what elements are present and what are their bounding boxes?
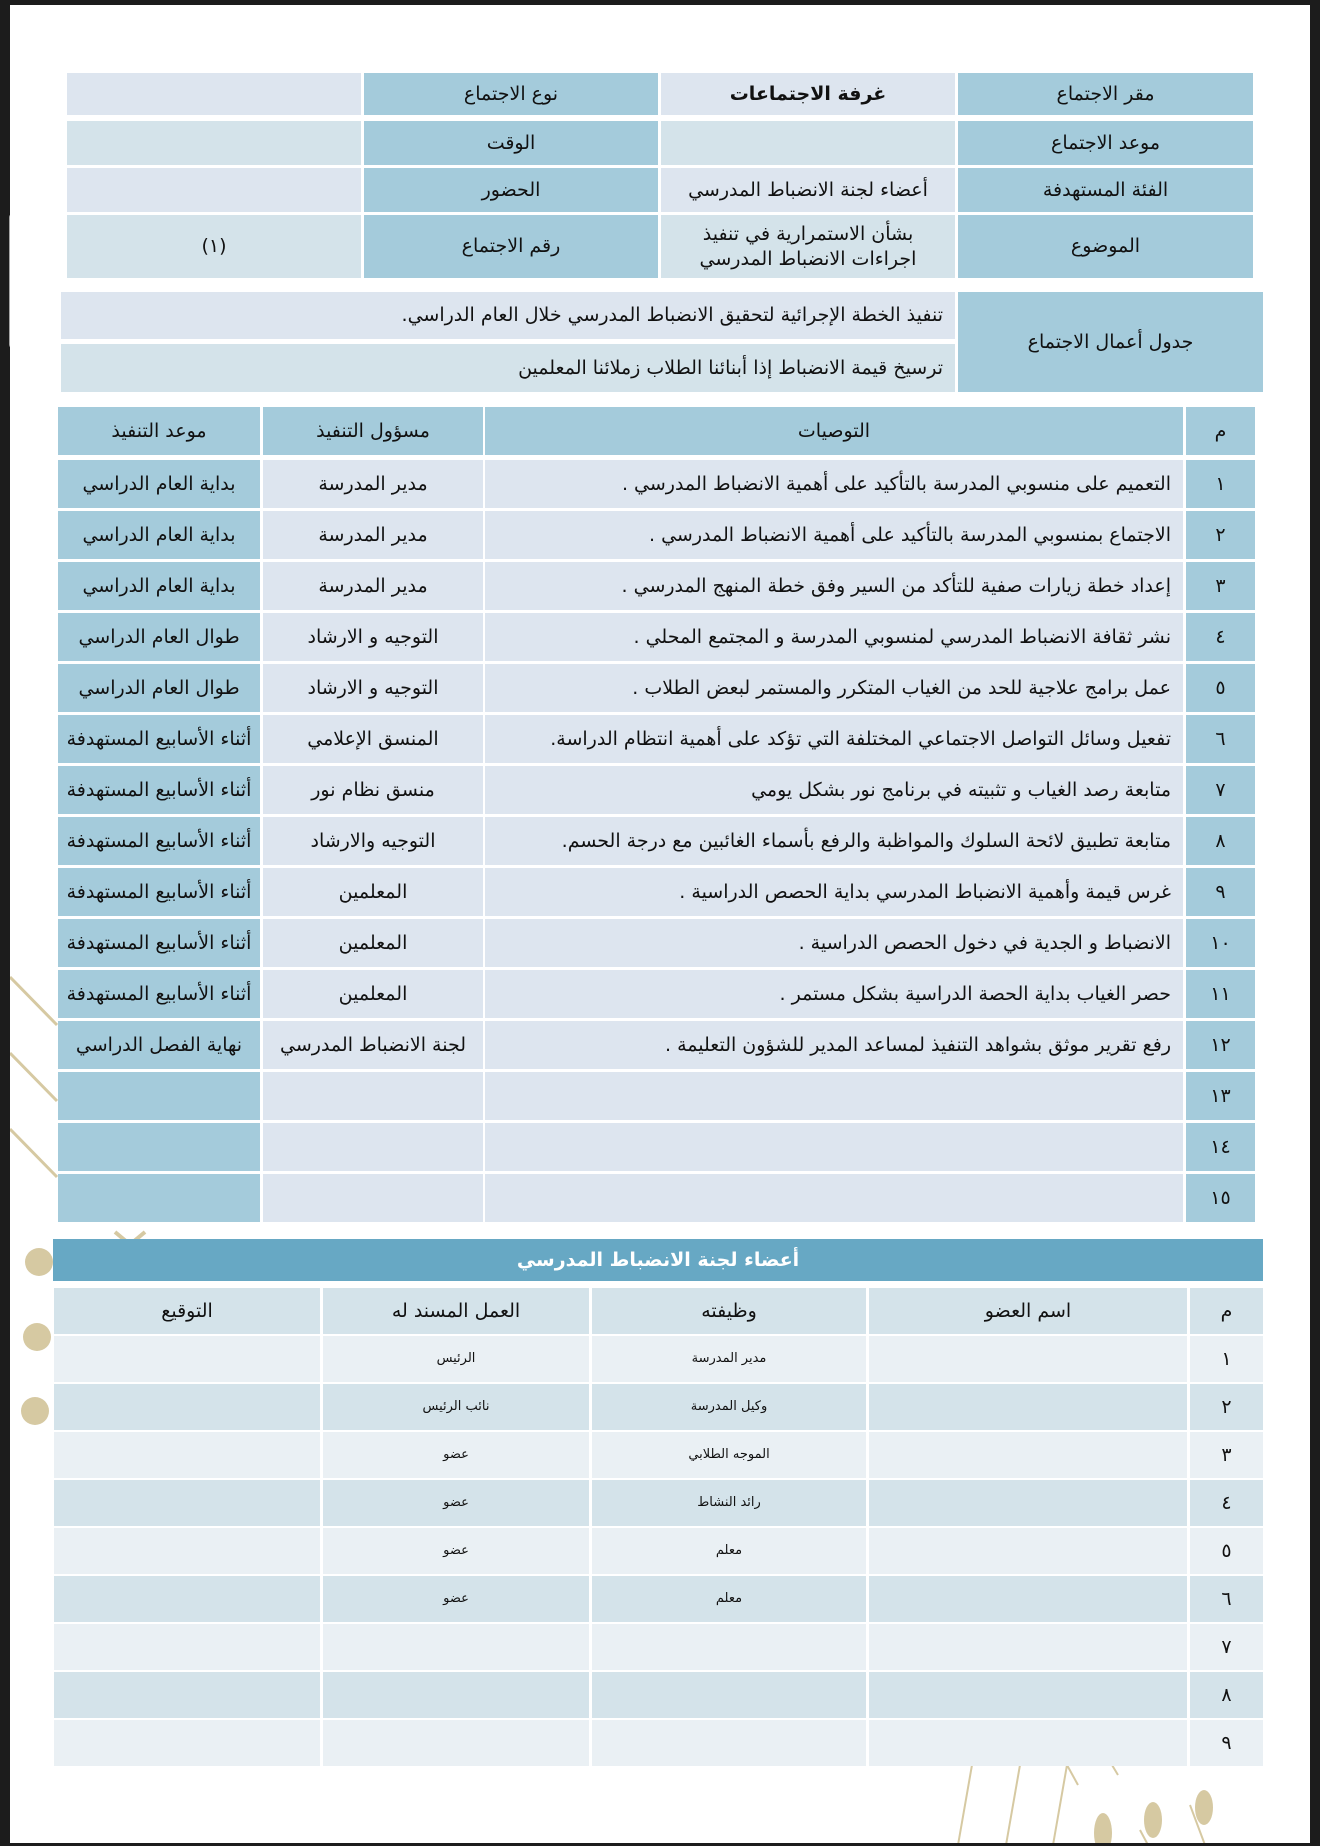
row-num: ٩ (1186, 868, 1255, 916)
row-timing: بداية العام الدراسي (58, 562, 260, 610)
row-recommendation: متابعة رصد الغياب و تثبيته في برنامج نور بشكل يومي (485, 766, 1183, 814)
row-timing: أثناء الأسابيع المستهدفة (58, 919, 260, 967)
row-timing: أثناء الأسابيع المستهدفة (58, 868, 260, 916)
member-name (869, 1624, 1187, 1670)
member-name (869, 1432, 1187, 1478)
row-timing (58, 1072, 260, 1120)
member-num: ٢ (1190, 1384, 1263, 1430)
row-recommendation: نشر ثقافة الانضباط المدرسي لمنسوبي المدرسة و المجتمع المحلي . (485, 613, 1183, 661)
row-owner (263, 1174, 483, 1222)
member-job: الموجه الطلابي (592, 1432, 866, 1478)
row-num: ٤ (1186, 613, 1255, 661)
member-num: ٣ (1190, 1432, 1263, 1478)
row-owner: مدير المدرسة (263, 460, 483, 508)
info-label: الفئة المستهدفة (958, 168, 1253, 212)
row-recommendation: الانضباط و الجدية في دخول الحصص الدراسية . (485, 919, 1183, 967)
info-label: موعد الاجتماع (958, 121, 1253, 165)
row-owner: المعلمين (263, 868, 483, 916)
member-signature (54, 1576, 320, 1622)
row-timing: أثناء الأسابيع المستهدفة (58, 715, 260, 763)
header-job: وظيفته (592, 1288, 866, 1334)
row-num: ١٥ (1186, 1174, 1255, 1222)
member-name (869, 1528, 1187, 1574)
member-signature (54, 1672, 320, 1718)
info-label: الحضور (364, 168, 658, 212)
row-recommendation: تفعيل وسائل التواصل الاجتماعي المختلفة التي تؤكد على أهمية انتظام الدراسة. (485, 715, 1183, 763)
decorative-dot (25, 1248, 53, 1276)
row-owner: التوجيه والارشاد (263, 817, 483, 865)
member-job (592, 1672, 866, 1718)
row-owner: مدير المدرسة (263, 562, 483, 610)
info-label: الموضوع (958, 215, 1253, 278)
row-timing (58, 1123, 260, 1171)
member-job: رائد النشاط (592, 1480, 866, 1526)
member-signature (54, 1720, 320, 1766)
row-owner: منسق نظام نور (263, 766, 483, 814)
row-timing: بداية العام الدراسي (58, 460, 260, 508)
member-signature (54, 1528, 320, 1574)
row-owner (263, 1072, 483, 1120)
row-recommendation: رفع تقرير موثق بشواهد التنفيذ لمساعد المدير للشؤون التعليمة . (485, 1021, 1183, 1069)
row-recommendation: إعداد خطة زيارات صفية للتأكد من السير وفق خطة المنهج المدرسي . (485, 562, 1183, 610)
member-role (323, 1672, 589, 1718)
row-timing: أثناء الأسابيع المستهدفة (58, 817, 260, 865)
info-label: رقم الاجتماع (364, 215, 658, 278)
row-timing: أثناء الأسابيع المستهدفة (58, 970, 260, 1018)
decorative-dot (21, 1397, 49, 1425)
row-owner: التوجيه و الارشاد (263, 664, 483, 712)
member-signature (54, 1432, 320, 1478)
row-num: ٣ (1186, 562, 1255, 610)
agenda-item: ترسيخ قيمة الانضباط إذا أبنائنا الطلاب زملائنا المعلمين (61, 344, 955, 392)
info-label: الوقت (364, 121, 658, 165)
info-value (661, 121, 955, 165)
member-num: ٧ (1190, 1624, 1263, 1670)
info-label: نوع الاجتماع (364, 73, 658, 115)
member-name (869, 1480, 1187, 1526)
info-value (67, 168, 361, 212)
row-owner (263, 1123, 483, 1171)
row-num: ٨ (1186, 817, 1255, 865)
row-timing: بداية العام الدراسي (58, 511, 260, 559)
row-recommendation: حصر الغياب بداية الحصة الدراسية بشكل مستمر . (485, 970, 1183, 1018)
document-page (10, 5, 1310, 1843)
member-num: ٥ (1190, 1528, 1263, 1574)
member-role: عضو (323, 1432, 589, 1478)
row-recommendation: التعميم على منسوبي المدرسة بالتأكيد على أهمية الانضباط المدرسي . (485, 460, 1183, 508)
row-num: ١٠ (1186, 919, 1255, 967)
member-job: مدير المدرسة (592, 1336, 866, 1382)
member-role: عضو (323, 1576, 589, 1622)
member-role: عضو (323, 1480, 589, 1526)
row-num: ١٢ (1186, 1021, 1255, 1069)
row-num: ٧ (1186, 766, 1255, 814)
row-owner: المعلمين (263, 919, 483, 967)
info-value (67, 73, 361, 115)
row-owner: التوجيه و الارشاد (263, 613, 483, 661)
row-num: ١٤ (1186, 1123, 1255, 1171)
member-num: ١ (1190, 1336, 1263, 1382)
member-role: عضو (323, 1528, 589, 1574)
member-name (869, 1384, 1187, 1430)
row-owner: مدير المدرسة (263, 511, 483, 559)
row-owner: المنسق الإعلامي (263, 715, 483, 763)
row-recommendation (485, 1072, 1183, 1120)
row-recommendation: متابعة تطبيق لائحة السلوك والمواظبة والرفع بأسماء الغائبين مع درجة الحسم. (485, 817, 1183, 865)
member-num: ٩ (1190, 1720, 1263, 1766)
row-owner: لجنة الانضباط المدرسي (263, 1021, 483, 1069)
header-role: العمل المسند له (323, 1288, 589, 1334)
member-role: نائب الرئيس (323, 1384, 589, 1430)
header-recommendations: التوصيات (485, 407, 1183, 455)
member-signature (54, 1624, 320, 1670)
member-name (869, 1720, 1187, 1766)
member-job: وكيل المدرسة (592, 1384, 866, 1430)
row-timing (58, 1174, 260, 1222)
header-num: م (1186, 407, 1255, 455)
row-num: ٥ (1186, 664, 1255, 712)
row-num: ١١ (1186, 970, 1255, 1018)
info-value: (١) (67, 215, 361, 278)
member-job: معلم (592, 1576, 866, 1622)
agenda-label: جدول أعمال الاجتماع (958, 292, 1263, 392)
info-value: غرفة الاجتماعات (661, 73, 955, 115)
member-num: ٦ (1190, 1576, 1263, 1622)
member-role (323, 1624, 589, 1670)
member-signature (54, 1480, 320, 1526)
info-value: أعضاء لجنة الانضباط المدرسي (661, 168, 955, 212)
member-job (592, 1720, 866, 1766)
header-member-name: اسم العضو (869, 1288, 1187, 1334)
member-signature (54, 1384, 320, 1430)
row-num: ١٣ (1186, 1072, 1255, 1120)
member-name (869, 1576, 1187, 1622)
row-timing: طوال العام الدراسي (58, 613, 260, 661)
row-num: ١ (1186, 460, 1255, 508)
member-role: الرئيس (323, 1336, 589, 1382)
members-title: أعضاء لجنة الانضباط المدرسي (53, 1239, 1263, 1281)
header-signature: التوقيع (54, 1288, 320, 1334)
member-num: ٨ (1190, 1672, 1263, 1718)
member-name (869, 1336, 1187, 1382)
row-recommendation (485, 1174, 1183, 1222)
header-owner: مسؤول التنفيذ (263, 407, 483, 455)
member-num: ٤ (1190, 1480, 1263, 1526)
row-recommendation (485, 1123, 1183, 1171)
info-value: بشأن الاستمرارية في تنفيذ اجراءات الانضباط المدرسي (661, 215, 955, 278)
decorative-dot (23, 1323, 51, 1351)
member-job: معلم (592, 1528, 866, 1574)
row-timing: طوال العام الدراسي (58, 664, 260, 712)
agenda-item: تنفيذ الخطة الإجرائية لتحقيق الانضباط المدرسي خلال العام الدراسي. (61, 292, 955, 339)
member-signature (54, 1336, 320, 1382)
row-recommendation: غرس قيمة وأهمية الانضباط المدرسي بداية الحصص الدراسية . (485, 868, 1183, 916)
member-role (323, 1720, 589, 1766)
row-recommendation: عمل برامج علاجية للحد من الغياب المتكرر والمستمر لبعض الطلاب . (485, 664, 1183, 712)
row-num: ٦ (1186, 715, 1255, 763)
member-name (869, 1672, 1187, 1718)
row-num: ٢ (1186, 511, 1255, 559)
member-job (592, 1624, 866, 1670)
header-timing: موعد التنفيذ (58, 407, 260, 455)
row-timing: أثناء الأسابيع المستهدفة (58, 766, 260, 814)
header-num: م (1190, 1288, 1263, 1334)
info-label: مقر الاجتماع (958, 73, 1253, 115)
decorative-dot (1144, 1802, 1162, 1838)
row-owner: المعلمين (263, 970, 483, 1018)
row-timing: نهاية الفصل الدراسي (58, 1021, 260, 1069)
row-recommendation: الاجتماع بمنسوبي المدرسة بالتأكيد على أهمية الانضباط المدرسي . (485, 511, 1183, 559)
info-value (67, 121, 361, 165)
decorative-dot (1195, 1790, 1213, 1825)
